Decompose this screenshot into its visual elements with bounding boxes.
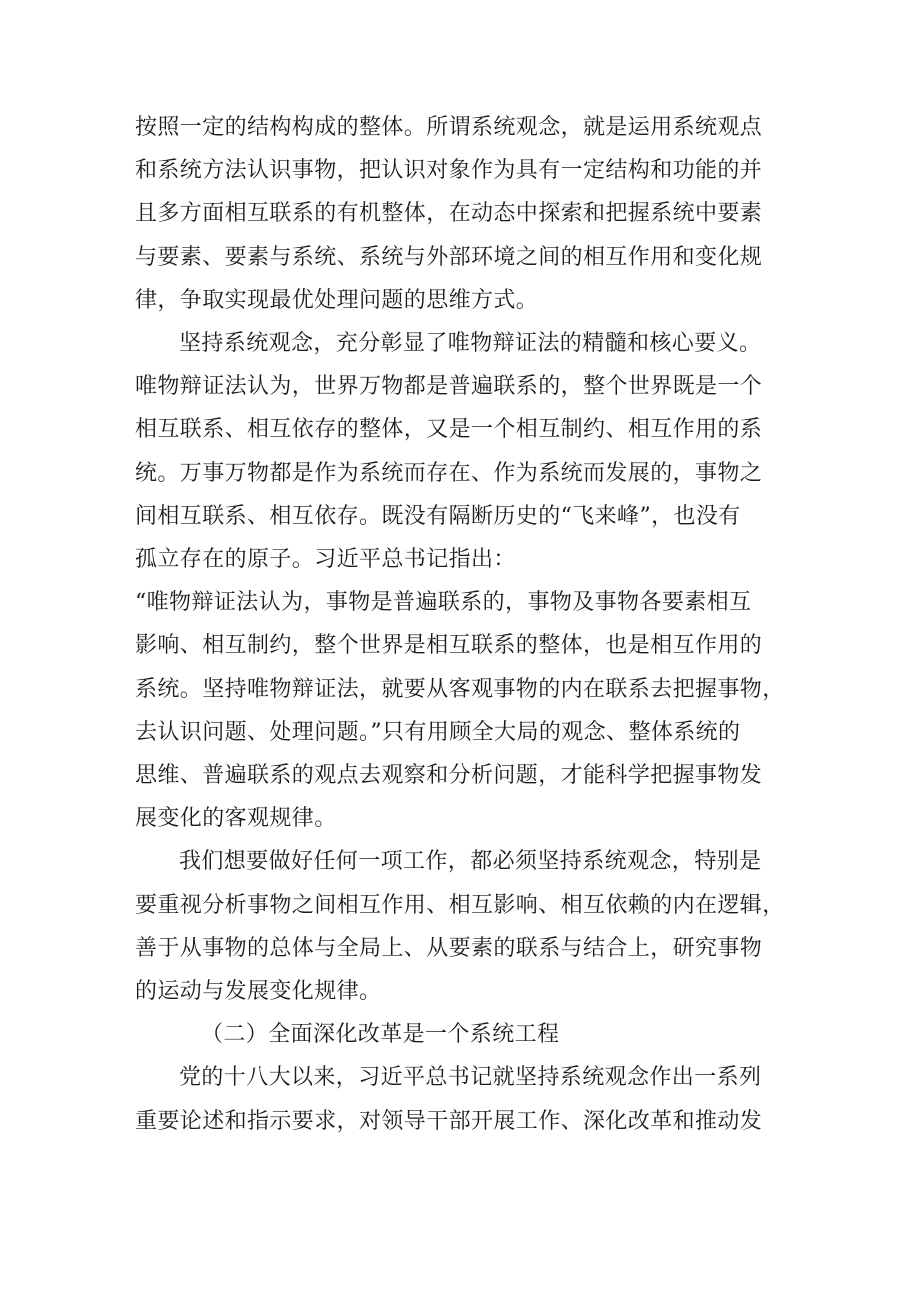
paragraph-since-18th-congress (135, 1056, 790, 1142)
text-line: 按照一定的结构构成的整体。所谓系统观念，就是运用系统观点 (135, 115, 763, 140)
quote-line: 系统。坚持唯物辩证法，就要从客观事物的内在联系去把握事物， (135, 676, 785, 702)
heading-text: （二）全面深化改革是一个系统工程 (201, 1022, 560, 1048)
quote-line: 去认识问题、处理问题。”只有用顾全大局的观念、整体系统的 (135, 719, 741, 745)
text-line: 且多方面相互联系的有机整体，在动态中探索和把握系统中要素 (135, 201, 763, 227)
text-line: 善于从事物的总体与全局上、从要素的联系与结合上，研究事物 (135, 935, 763, 961)
text-line: 间相互联系、相互依存。既没有隔断历史的“飞来峰”，也没有 (135, 503, 741, 529)
quote-line: 影响、相互制约，整个世界是相互联系的整体，也是相互作用的 (135, 633, 763, 659)
text-line: 统。万事万物都是作为系统而存在、作为系统而发展的，事物之 (135, 460, 763, 486)
paragraph-system-concept-definition (135, 106, 790, 322)
paragraph-work-approach (135, 840, 790, 1013)
text-line: 与要素、要素与系统、系统与外部环境之间的相互作用和变化规 (135, 244, 763, 270)
text-line: 孤立存在的原子。习近平总书记指出： (135, 547, 516, 573)
text-line: 和系统方法认识事物，把认识对象作为具有一定结构和功能的并 (135, 158, 763, 184)
text-line: 我们想要做好任何一项工作，都必须坚持系统观念，特别是 (179, 849, 762, 875)
text-line: 的运动与发展变化规律。 (135, 979, 382, 1005)
section-heading (135, 1013, 790, 1056)
document-body (135, 106, 790, 1143)
text-line: 坚持系统观念，充分彰显了唯物辩证法的精髓和核心要义。 (179, 331, 762, 357)
text-line: 重要论述和指示要求，对领导干部开展工作、深化改革和推动发 (135, 1108, 763, 1134)
text-line: 思维、普遍联系的观点去观察和分析问题，才能科学把握事物发 (135, 763, 763, 789)
text-line: 相互联系、相互依存的整体，又是一个相互制约、相互作用的系 (135, 417, 763, 443)
quote-line: “唯物辩证法认为，事物是普遍联系的，事物及事物各要素相互 (135, 590, 752, 616)
text-line: 律，争取实现最优处理问题的思维方式。 (135, 287, 539, 313)
text-line: 唯物辩证法认为，世界万物都是普遍联系的，整个世界既是一个 (135, 374, 763, 400)
text-line: 要重视分析事物之间相互作用、相互影响、相互依赖的内在逻辑， (135, 892, 785, 918)
text-line: 展变化的客观规律。 (135, 806, 337, 832)
text-line: 党的十八大以来，习近平总书记就坚持系统观念作出一系列 (179, 1065, 762, 1091)
paragraph-dialectics (135, 322, 790, 840)
